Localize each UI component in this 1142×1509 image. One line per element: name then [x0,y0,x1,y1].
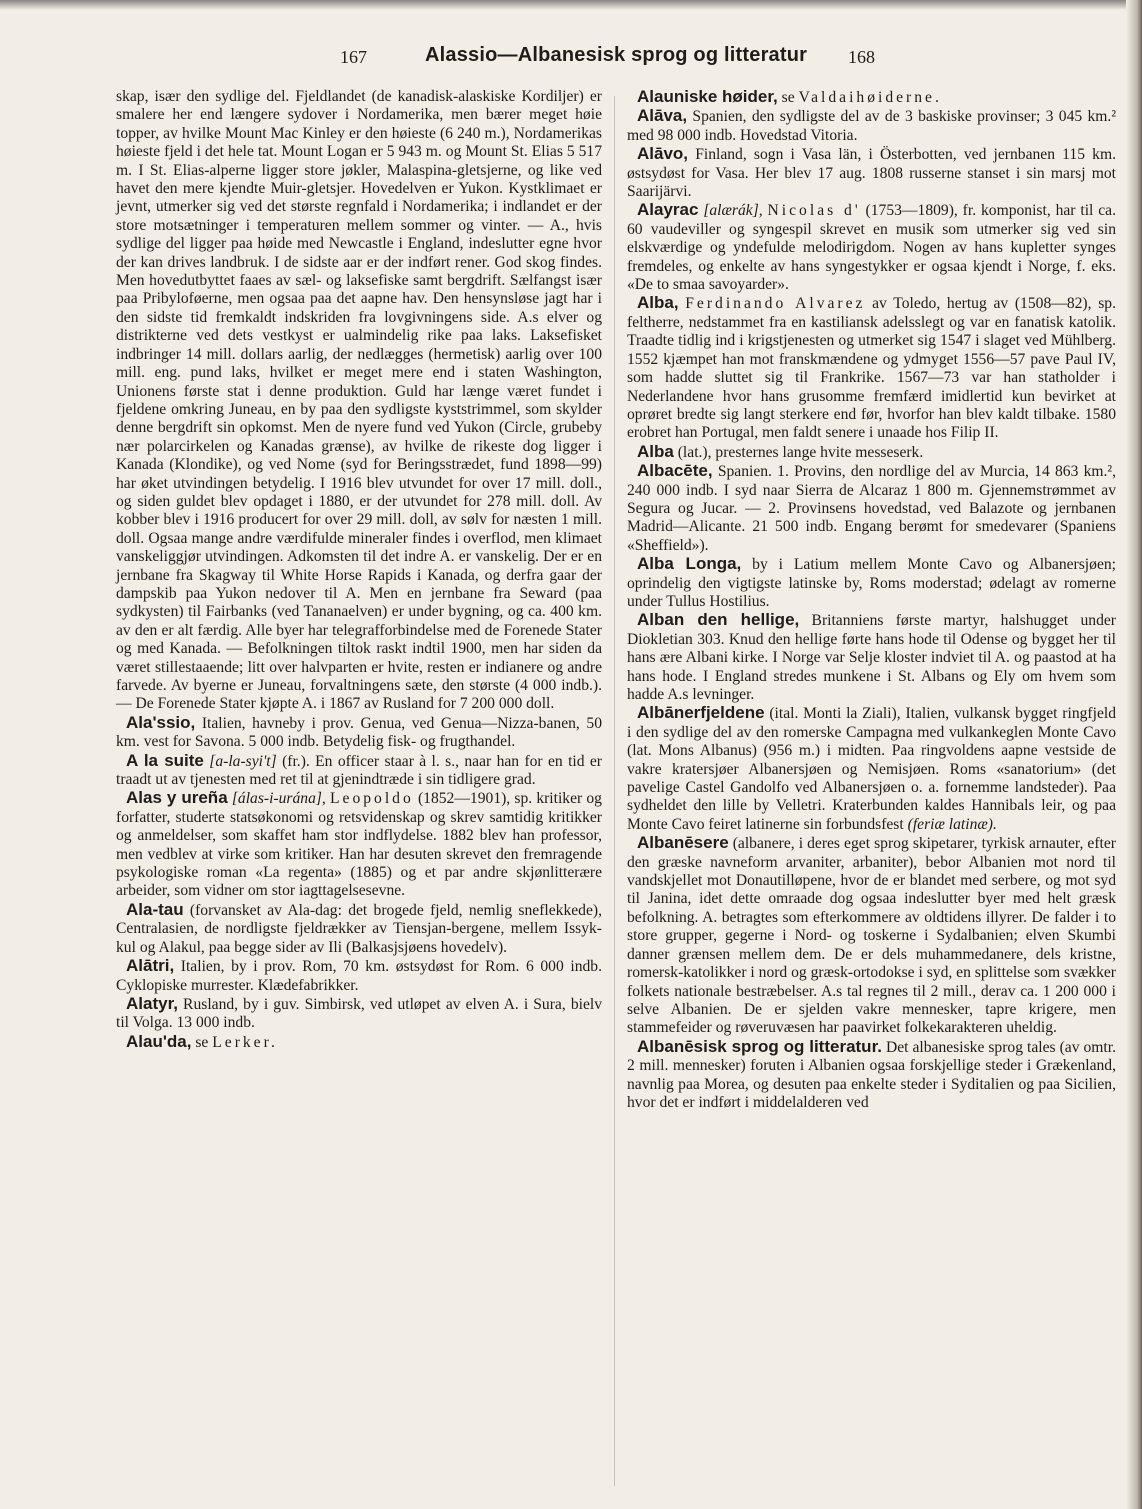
headword: A la suite [126,750,204,770]
headword: Alba Longa, [637,554,742,574]
entry-text: Finland, sogn i Vasa län, i Österbotten, ved jernbanen 115 km. østsydøst for Vasa. Her blev 17 aug. 1808 russerne stanset i sin marsj mot Saarijärvi. [627,146,1116,201]
entry-alban-den-hellige [627,611,1116,704]
entry-text: Det albanesiske sprog tales (av omtr. 2 mill. mennesker) foruten i Albanien ogsaa forskjellige steder i Grækenland, navnlig paa Morea, og desuten paa enkelte steder i Syditalien og paa Sicilien, hvor det er indført i middelalderen ved [627,1038,1116,1111]
spaced-name: Ferdinando Alvarez [685,295,866,313]
headword: Alātri, [126,956,175,976]
entry-a-la-suite [116,752,602,790]
entry-alavo [627,145,1116,201]
entry-alava [627,107,1116,145]
entry-text: Spanien, den sydligste del av de 3 baskiske provinser; 3 045 km.² med 98 000 indb. Hovedstad Vitoria. [627,108,1116,144]
entry-alatyr [116,995,602,1033]
entry-text: Rusland, by i guv. Simbirsk, ved utløpet av elven A. i Sura, bielv til Volga. 13 000 indb. [116,995,602,1032]
entry-text: se [777,89,799,106]
entry-text: (forvansket av Ala-dag: det brogede fjeld, nemlig sneflekkede), Centralasien, de nordligste fjeldrækker av Tiensjan-bergene, mellem Issyk-kul og Alakul, paa begge sider av Ili (Balkasjsjøens hovedelv). [116,901,602,956]
entry-alauda [116,1033,602,1052]
right-column [627,88,1116,1112]
headword: Ala'ssio, [126,712,196,732]
entry-text: (1753—1809), fr. komponist, har til ca. 60 vaudeviller og syngespil skrevet en musik som utmerker sig ved sin elskværdige og yndefulde melodirigdom. Nogen av hans kupletter synges fremdeles, og enkelte av hans syngestykker er ogsaa kjendt i Norge, f. eks. «De to smaa savoyarder». [627,202,1116,294]
headword: Alauniske høider, [637,87,778,106]
entry-alba-ferdinando [627,294,1116,442]
pronunciation: [a-la-syi't] [209,752,277,770]
entry-text: Spanien. 1. Provins, den nordlige del av Murcia, 14 863 km.², 240 000 indb. I syd naar Sierra de Alcaraz 1 800 m. Gjennemstrømmet av Segura og Jucar. — 2. Provinsens hovedstad, ved Balazote og jernbanen Madrid—Alicante. 21 500 indb. Engang berømt for smedevarer (Spaniens «Sheffield»). [627,463,1116,554]
page-right-edge [1126,0,1142,1509]
entry-text: (lat.), presternes lange hvite messeserk. [673,443,924,461]
headword: Albanēsere [637,833,729,853]
entry-text: (ital. Monti la Ziali), Italien, vulkansk bygget ringfjeld i den sydlige del av den romerske Campagna med vulkankeglen Monte Cavo (lat. Mons Albanus) (956 m.) i midten. Paa ringvoldens aapne vestside de vakre kratersjøer Albanersjøen og Nemisjøen. Roms «sanatorium» (det pavelige Castel Gandolfo ved Albanersjøen o. a. fornemme landsteder). Paa sydheldet den lille by Velletri. Kraterbunden kaldes Hannibals leir, og paa Monte Cavo feiret latinerne sin forbundsfest [627,705,1116,833]
entry-albanesisk-sprog [627,1038,1116,1113]
entry-alayrac [627,201,1116,294]
page-number-left: 167 [340,47,367,67]
entry-alba-longa [627,555,1116,611]
headword: Albanēsisk sprog og litteratur. [637,1036,882,1056]
entry-albanesere [627,834,1116,1037]
entry-albacete [627,462,1116,555]
entry-text: Italien, havneby i prov. Genua, ved Genua—Nizza-banen, 50 km. vest for Savona. 5 000 indb. Betydelig fisk- og frugthandel. [116,714,602,751]
entry-text: (1852—1901), sp. kritiker og forfatter, studerte statsøkonomi og retsvidenskap og skrev samtidig kritikker og anmeldelser, som skaffet ham stor indflydelse. 1882 blev han professor, men vedblev at virke som kritiker. Han har desuten skrevet den fremragende psykologiske roman «La regenta» (1885) og et par andre skjønlitterære arbeider, som vidner om stor iagttagelsesevne. [116,790,602,900]
column-divider [614,96,615,1486]
page-top-edge [0,0,1142,10]
running-title: Alassio—Albanesisk sprog og litteratur [425,44,808,66]
pronunciation: [alærák], [703,202,763,220]
headword: Alba [637,441,674,461]
cross-reference: Valdaihøiderne. [798,89,942,106]
headword: Alban den hellige, [637,610,800,630]
headword: Alau'da, [126,1031,192,1051]
entry-alas-y-urena [116,789,602,900]
entry-text: (fr.). En officer staar à l. s., naar han for en tid er traadt ut av tjenesten med ret til at gjenindtræde i sin tidligere grad. [116,752,603,789]
entry-alassio [116,714,602,752]
entry-albanerfjeldene [627,704,1116,834]
entry-alba-lat [627,443,1116,462]
headword: Ala-tau [126,899,184,919]
headword: Alas y ureña [126,788,228,808]
entry-ala-tau [116,901,602,957]
entry-text: Italien, by i prov. Rom, 70 km. østsydøst for Rom. 6 000 indb. Cyklopiske murrester. Klædefabrikker. [116,958,602,994]
entry-text: by i Latium mellem Monte Cavo og Albanersjøen; oprindelig den vigtigste latinske by, Roms moderstad; ødelagt av romerne under Tullus Hostilius. [627,556,1116,610]
left-column [116,88,602,1052]
spaced-name: Leopoldo [330,790,414,808]
headword: Alba, [637,293,679,313]
headword: Albānerfjeldene [637,703,765,723]
entry-text: (albanere, i deres eget sprog skipetarer, tyrkisk arnauter, efter den græske navneform arvaniter, arbaniter), bebor Albanien mot nord til vandskjellet mot Donautilløpene, hvor de er blandet med serbere, og mot syd til Janina, idet dette omraade dog ogsaa indeslutter byer med helt græsk befolkning. A. betragtes som efterkommere av oldtidens illyrer. De falder i to store grupper, gegerne i Nord- og toskerne i Sydalbanien; elven Skumbi danner grænsen mellem dem. De er dels muhammedanere, dels kristne, romersk-katolikker i nord og græsk-ortodokse i syd, en splittelse som svækker folkets nationale bestræbelser. A.s tal regnes til 2 mill., derav ca. 1 200 000 i selve Albanien. De er sjelden vakre mennesker, tapre krigere, men stammefeider og røveruvæsen har paavirket folkekarakteren uheldig. [627,835,1116,1037]
continued-entry-text: skap, især den sydlige del. Fjeldlandet (de kanadisk-alaskiske Kordiljer) er smalere her end længere sydover i Nordamerika, men bærer meget høie topper, av hvilke Mount Mac Kinley er den høieste (6 240 m.), Nordamerikas høieste fjeld i det hele tat. Mount Logan er 5 943 m. og Mount St. Elias 5 517 m. I St. Elias-alperne ligger store jøkler, Malaspina-gletsjerne, og like ved havet den mere kjendte Muir-gletsjer. Hovedelven er Yukon. Kystklimaet er jevnt, utmerker sig ved det største regnfald i Nordamerika; i indlandet er der store motsætninger i temperaturen mellem sommer og vinter. — A., hvis sydlige del ligger paa høide med Newcastle i England, indeslutter egne hvor der kan drives landbruk. I de sidste aar er der indført rener. God skog findes. Men hovedutbyttet faaes av sæl- og laksefiske samt bergdrift. Sælfangst især paa Pribyloføerne, men ogsaa paa det aapne hav. Den hensynsløse jagt har i den sidste tid fremkaldt indskriden fra lovgivningens side. A.s elver og distrikterne ved dets vestkyst er ualmindelig rike paa laks. Laksefisket indbringer 14 mill. dollars aarlig, der nedlægges (hermetisk) aarlig over 100 mill. eng. pund laks, hvilket er meget mere end i staten Washington, Unionens første stat i denne produktion. Guld har længe været fundet i fjeldene omkring Juneau, en by paa den sydligste kyststrimmel, som skylder denne bergdrift sin opkomst. Men de nyere fund ved Yukon (Circle, grubeby nær polarcirkelen og Kanadas grænse), av hvilke de rikeste dog ligger i Kanada (Klondike), og ved Nome (syd for Beringsstrædet, fund 1898—99) har øket utvindingen betydelig. I 1916 blev utvundet for over 17 mill. doll., og siden guldet blev opdaget i 1880, er der utvundet for 278 mill. doll. Av kobber blev i 1916 producert for over 29 mill. doll, av sølv for næsten 1 mill. doll. Ogsaa mange andre værdifulde mineraler findes i overflod, men klimaet vanskeliggjør utvindingen. Adkomsten til det indre A. er vanskelig. Der er en jernbane fra Skagway til White Horse Rapids i Kanada, og derfra gaar der dampskib paa Yukon nedover til A. Men en jernbane fra Seward (paa sydkysten) til Fairbanks (ved Tananaelven) er under bygning, og ca. 400 km. av den er alt færdig. Alle byer har telegrafforbindelse med de Forenede Stater og med Kanada. — Befolkningen tiltok raskt indtil 1900, men har siden da været stillestaaende; litt over halvparten er hvite, resten er indianere og andre farvede. Av byerne er Juneau, forvaltningens sæte, den største (4 000 indb.). — De Forenede Stater kjøpte A. i 1867 av Rusland for 7 200 000 doll. [116,88,602,713]
cross-reference: Lerker. [212,1033,278,1051]
entry-text: Britanniens første martyr, halshugget under Diokletian 303. Knud den hellige førte hans hode til Odense og bygget her til hans ære Albani kirke. I Norge var Selje kloster indviet til A. og paastod at ha hans hode. I England stredes munkene i St. Albans og Ely om hvem som hadde A.s levninger. [627,612,1116,703]
headword: Alāvo, [637,144,689,164]
latin-term: (feriæ latinæ). [907,815,997,833]
headword: Alatyr, [126,993,178,1013]
page-number-right: 168 [848,47,875,67]
headword: Alayrac [637,200,699,220]
headword: Albacēte, [637,461,713,481]
headword: Alāva, [637,106,688,126]
pronunciation: [álas-i-urána], [231,790,326,808]
entry-text: se [191,1033,213,1051]
entry-alatri [116,957,602,995]
entry-alauniske-hoider [627,88,1116,107]
page-header [0,44,1142,74]
entry-text: av Toledo, hertug av (1508—82), sp. feltherre, nedstammet fra en kastiliansk adelsslegt og var en fanatisk katolik. Traadte tidlig ind i krigstjenesten og utmerket sig 1547 i slaget ved Mühlberg. 1552 kjæmpet han mot franskmændene og ydmyget 1556—57 pave Paul IV, som hadde sluttet sig til Frankrike. 1567—73 var han statholder i Nederlandene hvor hans grusomme fremfærd imidlertid kun bevirket at oprøret bredte sig langt sterkere end før, hvorfor han blev kaldt tilbake. 1580 erobret han Portugal, men faldt senere i unaade hos Filip II. [627,295,1116,442]
spaced-name: Nicolas d' [767,202,861,220]
